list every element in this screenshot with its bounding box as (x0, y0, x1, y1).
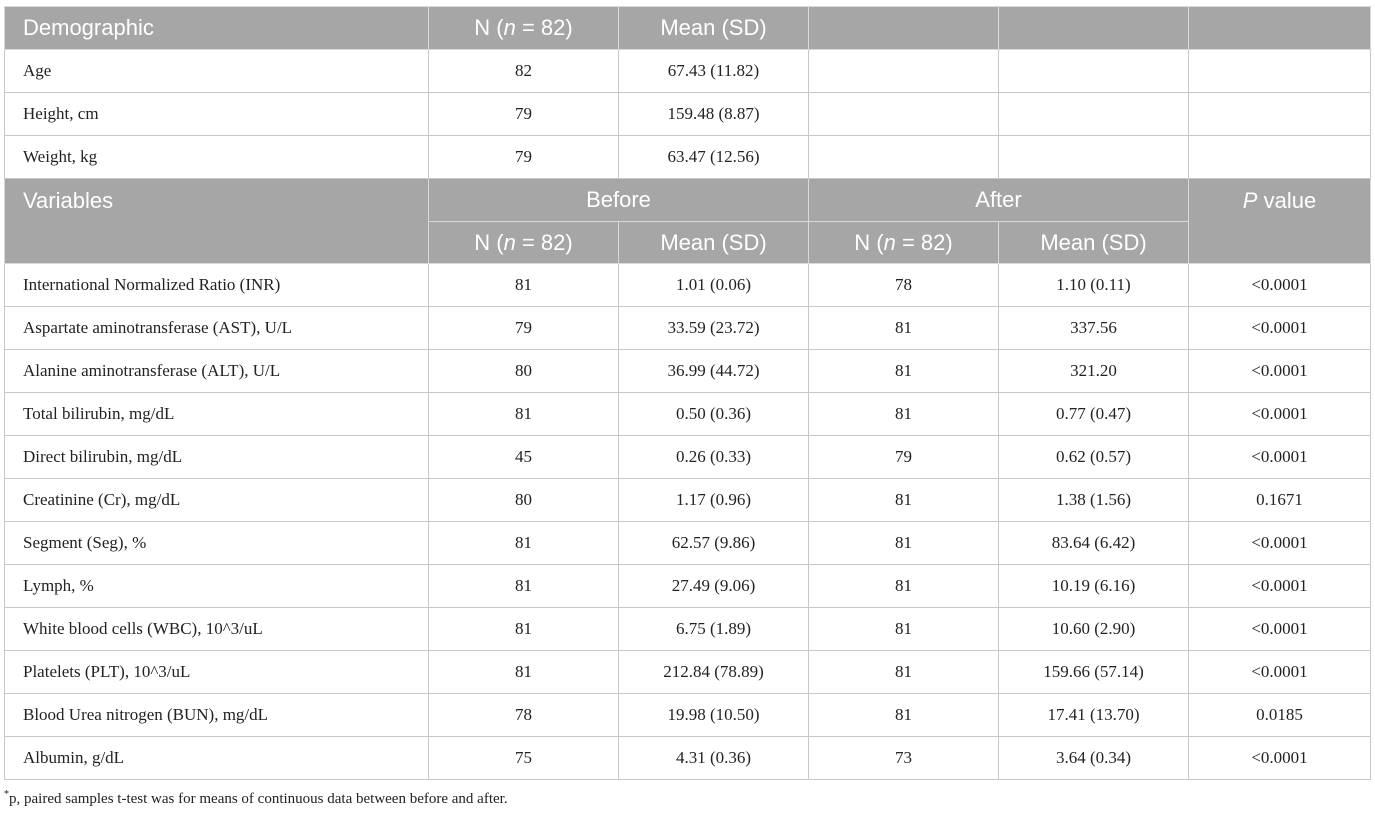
before-n-cell: 78 (429, 694, 619, 737)
demographic-n-header: N (n = 82) (429, 7, 619, 50)
before-n-cell: 81 (429, 565, 619, 608)
before-n-cell: 75 (429, 737, 619, 780)
mean-cell: 63.47 (12.56) (619, 136, 809, 179)
variable-row (5, 479, 1371, 522)
variable-row (5, 393, 1371, 436)
empty-cell (999, 50, 1189, 93)
before-n-cell: 45 (429, 436, 619, 479)
n-cell: 82 (429, 50, 619, 93)
empty-cell (999, 136, 1189, 179)
before-n-header: N (n = 82) (429, 222, 619, 264)
after-mean-cell: 159.66 (57.14) (999, 651, 1189, 694)
before-mean-header: Mean (SD) (619, 222, 809, 264)
demographic-mean-header: Mean (SD) (619, 7, 809, 50)
empty-cell (809, 50, 999, 93)
row-label: Aspartate aminotransferase (AST), U/L (5, 307, 429, 350)
demographic-header-row (5, 7, 1371, 50)
empty-header-cell (999, 7, 1189, 50)
before-mean-cell: 6.75 (1.89) (619, 608, 809, 651)
row-label: Platelets (PLT), 10^3/uL (5, 651, 429, 694)
after-n-cell: 81 (809, 393, 999, 436)
before-mean-cell: 212.84 (78.89) (619, 651, 809, 694)
p-value-cell: <0.0001 (1189, 393, 1371, 436)
mean-cell: 67.43 (11.82) (619, 50, 809, 93)
row-label: Age (5, 50, 429, 93)
before-mean-cell: 33.59 (23.72) (619, 307, 809, 350)
variable-row (5, 694, 1371, 737)
p-value-cell: <0.0001 (1189, 608, 1371, 651)
row-label: Lymph, % (5, 565, 429, 608)
row-label: Direct bilirubin, mg/dL (5, 436, 429, 479)
after-mean-cell: 0.77 (0.47) (999, 393, 1189, 436)
after-mean-cell: 337.56 (999, 307, 1189, 350)
demographic-row (5, 50, 1371, 93)
variable-row (5, 608, 1371, 651)
row-label: Weight, kg (5, 136, 429, 179)
empty-cell (1189, 50, 1371, 93)
after-n-cell: 81 (809, 479, 999, 522)
p-value-cell: <0.0001 (1189, 737, 1371, 780)
row-label: Albumin, g/dL (5, 737, 429, 780)
variable-row (5, 522, 1371, 565)
after-mean-cell: 1.10 (0.11) (999, 264, 1189, 307)
p-value-cell: <0.0001 (1189, 307, 1371, 350)
variable-row (5, 651, 1371, 694)
before-mean-cell: 1.17 (0.96) (619, 479, 809, 522)
before-n-cell: 80 (429, 479, 619, 522)
variable-row (5, 350, 1371, 393)
empty-cell (809, 93, 999, 136)
row-label: Alanine aminotransferase (ALT), U/L (5, 350, 429, 393)
empty-header-cell (809, 7, 999, 50)
after-n-cell: 81 (809, 522, 999, 565)
footnote-text: p, paired samples t-test was for means of continuous data between before and after. (9, 791, 508, 807)
after-mean-cell: 3.64 (0.34) (999, 737, 1189, 780)
n-cell: 79 (429, 136, 619, 179)
row-label: International Normalized Ratio (INR) (5, 264, 429, 307)
after-mean-cell: 10.19 (6.16) (999, 565, 1189, 608)
after-n-cell: 73 (809, 737, 999, 780)
empty-cell (1189, 93, 1371, 136)
after-mean-cell: 10.60 (2.90) (999, 608, 1189, 651)
p-value-cell: 0.1671 (1189, 479, 1371, 522)
empty-header-cell (1189, 7, 1371, 50)
after-n-cell: 81 (809, 651, 999, 694)
p-value-cell: <0.0001 (1189, 651, 1371, 694)
n-cell: 79 (429, 93, 619, 136)
p-value-cell: 0.0185 (1189, 694, 1371, 737)
footnote-marker: * (4, 789, 9, 800)
row-label: Segment (Seg), % (5, 522, 429, 565)
before-mean-cell: 19.98 (10.50) (619, 694, 809, 737)
row-label: Blood Urea nitrogen (BUN), mg/dL (5, 694, 429, 737)
before-n-cell: 79 (429, 307, 619, 350)
after-n-cell: 81 (809, 565, 999, 608)
after-mean-cell: 1.38 (1.56) (999, 479, 1189, 522)
p-value-cell: <0.0001 (1189, 565, 1371, 608)
after-n-cell: 81 (809, 694, 999, 737)
variable-row (5, 264, 1371, 307)
empty-cell (1189, 136, 1371, 179)
results-table (4, 6, 1371, 780)
p-value-cell: <0.0001 (1189, 522, 1371, 565)
mean-cell: 159.48 (8.87) (619, 93, 809, 136)
empty-cell (999, 93, 1189, 136)
before-mean-cell: 62.57 (9.86) (619, 522, 809, 565)
variable-row (5, 436, 1371, 479)
demographic-row (5, 136, 1371, 179)
before-n-cell: 81 (429, 522, 619, 565)
before-mean-cell: 36.99 (44.72) (619, 350, 809, 393)
empty-cell (809, 136, 999, 179)
variables-header-row (5, 179, 1371, 222)
p-value-header: P value (1189, 179, 1371, 264)
before-mean-cell: 0.26 (0.33) (619, 436, 809, 479)
after-n-cell: 78 (809, 264, 999, 307)
after-n-cell: 81 (809, 350, 999, 393)
before-mean-cell: 4.31 (0.36) (619, 737, 809, 780)
after-n-cell: 81 (809, 307, 999, 350)
before-mean-cell: 27.49 (9.06) (619, 565, 809, 608)
before-n-cell: 80 (429, 350, 619, 393)
after-n-header: N (n = 82) (809, 222, 999, 264)
after-mean-cell: 321.20 (999, 350, 1189, 393)
after-n-cell: 81 (809, 608, 999, 651)
row-label: Creatinine (Cr), mg/dL (5, 479, 429, 522)
before-n-cell: 81 (429, 651, 619, 694)
variable-row (5, 737, 1371, 780)
after-mean-cell: 83.64 (6.42) (999, 522, 1189, 565)
row-label: Total bilirubin, mg/dL (5, 393, 429, 436)
p-value-cell: <0.0001 (1189, 350, 1371, 393)
before-n-cell: 81 (429, 393, 619, 436)
before-mean-cell: 0.50 (0.36) (619, 393, 809, 436)
before-n-cell: 81 (429, 264, 619, 307)
variables-header-label: Variables (5, 179, 429, 264)
variable-row (5, 565, 1371, 608)
demographic-row (5, 93, 1371, 136)
before-n-cell: 81 (429, 608, 619, 651)
row-label: White blood cells (WBC), 10^3/uL (5, 608, 429, 651)
after-mean-cell: 0.62 (0.57) (999, 436, 1189, 479)
after-header: After (809, 179, 1189, 222)
before-mean-cell: 1.01 (0.06) (619, 264, 809, 307)
variable-row (5, 307, 1371, 350)
p-value-cell: <0.0001 (1189, 264, 1371, 307)
after-mean-cell: 17.41 (13.70) (999, 694, 1189, 737)
after-n-cell: 79 (809, 436, 999, 479)
p-value-cell: <0.0001 (1189, 436, 1371, 479)
before-header: Before (429, 179, 809, 222)
footnote (4, 789, 508, 808)
row-label: Height, cm (5, 93, 429, 136)
demographic-header-label: Demographic (5, 7, 429, 50)
after-mean-header: Mean (SD) (999, 222, 1189, 264)
